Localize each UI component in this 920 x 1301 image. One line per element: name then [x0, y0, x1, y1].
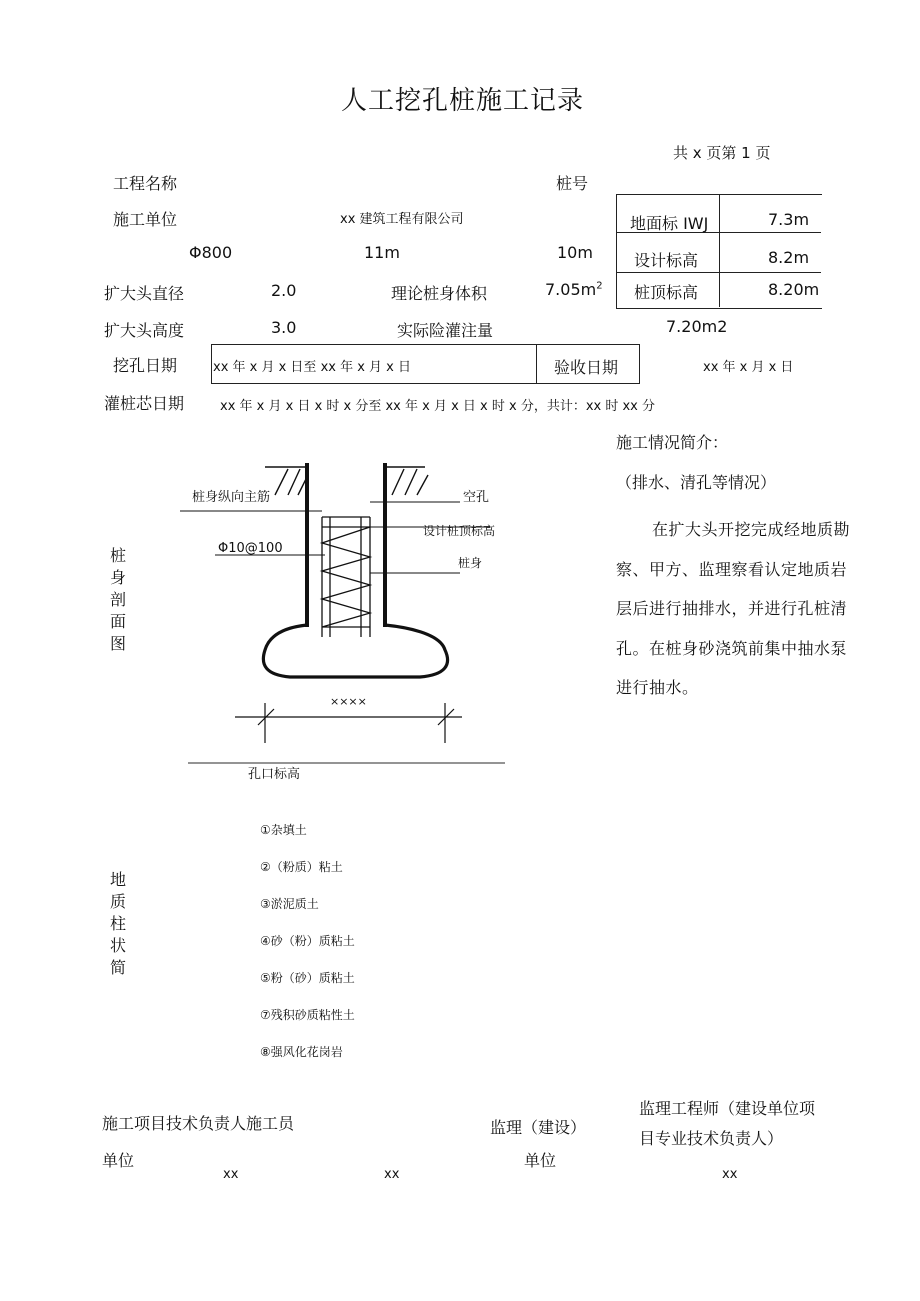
signature-1: xx	[223, 1167, 239, 1182]
geology-layer: ①杂填土	[260, 823, 307, 837]
signature-3: xx	[722, 1167, 738, 1182]
rebar-cage	[322, 517, 370, 637]
enlarged-height-label: 扩大头高度	[104, 321, 185, 340]
project-name-label: 工程名称	[113, 174, 178, 193]
elevation-table-divider	[719, 194, 720, 307]
hole-label: 空孔	[463, 490, 490, 505]
engineer-label-line2: 目专业技术负责人）	[639, 1129, 784, 1148]
engineer-label-line1: 监理工程师（建设单位项	[639, 1099, 816, 1118]
width-dimension	[235, 703, 462, 743]
unit-label-2: 单位	[524, 1151, 557, 1170]
construction-unit-value: xx 建筑工程有限公司	[340, 212, 464, 227]
geology-layer: ④砂（粉）质粘土	[260, 934, 355, 948]
geology-layer: ②（粉质）粘土	[260, 860, 343, 874]
geology-layer: ⑦残积砂质粘性土	[260, 1008, 355, 1022]
enlarged-bell	[263, 625, 447, 677]
theoretical-volume-value: $7.05m^2$	[545, 280, 603, 299]
pile-length-2: 10m	[557, 243, 593, 262]
supervision-label: 监理（建设）	[490, 1118, 587, 1137]
actual-pour-value: 7.20m2	[666, 317, 728, 336]
excavation-date-value: xx 年 x 月 x 日至 xx 年 x 月 x 日	[213, 360, 412, 375]
situation-subtitle: （排水、清孔等情况）	[616, 473, 777, 492]
hole-mouth-label: 孔口标高	[248, 767, 301, 782]
pile-top-elevation-value: 8.20m	[768, 280, 820, 299]
geology-layer: ⑧强风化花岗岩	[260, 1045, 343, 1059]
enlarged-diameter-label: 扩大头直径	[104, 284, 185, 303]
page-info: 共 x 页第 1 页	[673, 144, 771, 162]
elevation-table-rule	[616, 272, 821, 273]
construction-unit-label: 施工单位	[113, 210, 178, 229]
rebar-label: 桩身纵向主筋	[192, 490, 271, 505]
pile-diameter-value: Φ800	[189, 243, 233, 262]
section-label: 桩身剖面图	[109, 546, 126, 653]
tech-lead-label: 施工项目技术负责人施工员	[102, 1114, 295, 1133]
ground-elevation-value: 7.3m	[768, 210, 810, 229]
acceptance-date-label: 验收日期	[554, 358, 619, 377]
geology-label: 地质柱状简	[109, 870, 126, 977]
ground-elevation-label: 地面标 IWJ	[630, 214, 709, 233]
situation-text: 在扩大头开挖完成经地质勘察、甲方、监理察看认定地质岩层后进行抽排水，并进行孔桩清孔。在桩身砂浇筑前集中抽水泵进行抽水。	[616, 520, 851, 697]
pile-length-1: 11m	[364, 243, 400, 262]
theoretical-volume-label: 理论桩身体积	[391, 284, 488, 303]
pour-date-label: 灌桩芯日期	[104, 394, 185, 413]
design-elevation-label: 设计标高	[634, 251, 699, 270]
unit-label-1: 单位	[102, 1151, 135, 1170]
width-label: ××××	[330, 695, 367, 708]
situation-title: 施工情况简介：	[616, 433, 729, 452]
enlarged-diameter-value: 2.0	[271, 281, 297, 300]
ground-hatch-right	[385, 467, 428, 495]
excavation-date-label: 挖孔日期	[113, 356, 178, 375]
signature-2: xx	[384, 1167, 400, 1182]
geology-layer: ⑤粉（砂）质粘土	[260, 971, 355, 985]
stirrup-label: Φ10@100	[218, 541, 283, 556]
acceptance-date-value: xx 年 x 月 x 日	[703, 360, 794, 375]
excavation-date-divider	[536, 344, 537, 383]
pour-date-value: xx 年 x 月 x 日 x 时 x 分至 xx 年 x 月 x 日 x 时 x 分，共计：xx 时 xx 分	[220, 399, 656, 414]
actual-pour-label: 实际险灌注量	[397, 321, 494, 340]
pile-body-label: 桩身	[458, 556, 483, 570]
design-top-label: 设计桩顶标高	[423, 524, 496, 538]
design-elevation-value: 8.2m	[768, 248, 810, 267]
pile-no-label: 桩号	[556, 174, 589, 193]
geology-layer: ③淤泥质土	[260, 897, 319, 911]
enlarged-height-value: 3.0	[271, 318, 297, 337]
pile-section-diagram	[170, 455, 515, 785]
ground-hatch-left	[265, 467, 307, 495]
pile-top-elevation-label: 桩顶标高	[634, 283, 699, 302]
page-title: 人工挖孔桩施工记录	[341, 86, 585, 116]
